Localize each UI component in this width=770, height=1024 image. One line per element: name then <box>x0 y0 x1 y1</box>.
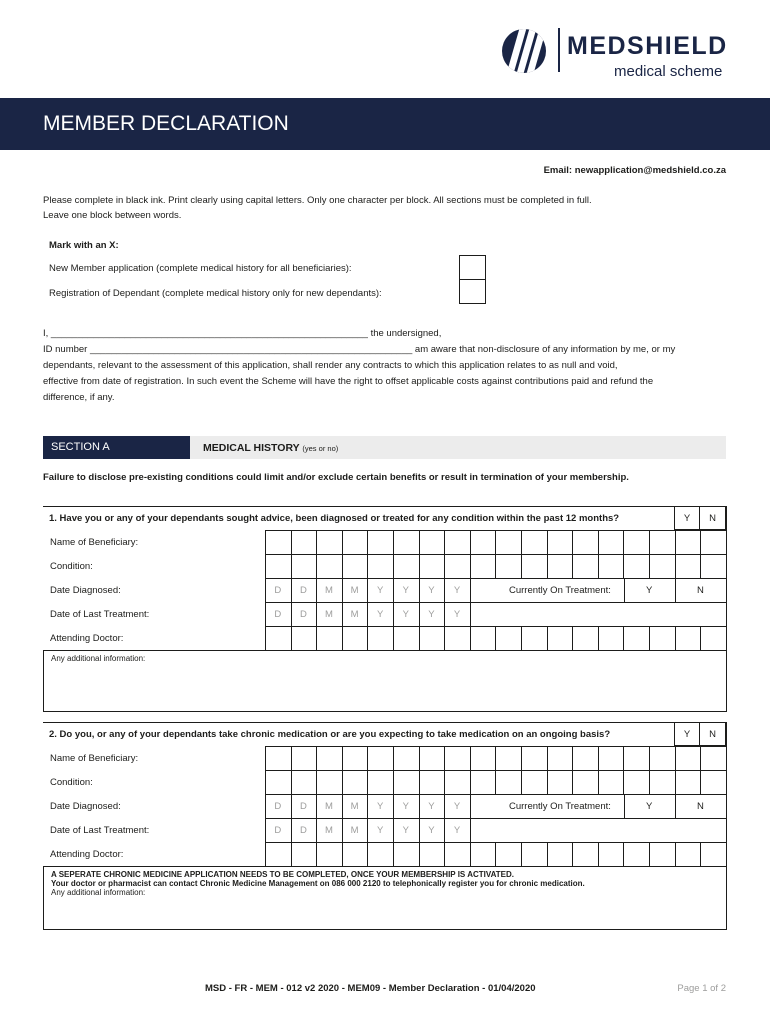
q1-cell-divider <box>419 554 420 578</box>
q2-cell-divider <box>649 770 650 794</box>
q1-date-placeholder[interactable]: M <box>325 585 333 596</box>
new-member-checkbox[interactable] <box>459 255 486 280</box>
q1-date-placeholder[interactable]: M <box>350 609 359 620</box>
q2-date-placeholder[interactable]: Y <box>402 825 409 836</box>
q1-date-placeholder[interactable]: Y <box>377 609 384 620</box>
q2-cell-divider <box>291 842 292 866</box>
q1-cell-divider <box>547 626 548 650</box>
section-label: SECTION A <box>43 436 190 459</box>
instructions-line-2: Leave one block between words. <box>43 210 182 221</box>
q1-date-placeholder[interactable]: D <box>299 609 307 620</box>
q2-treatment-yes[interactable]: Y <box>646 801 653 812</box>
q1-cell-divider <box>367 626 368 650</box>
q1-no-box[interactable]: N <box>699 506 726 530</box>
q1-cell-divider <box>291 626 292 650</box>
q2-cell-divider <box>598 770 599 794</box>
q2-cell-divider <box>547 770 548 794</box>
q2-cell-divider <box>265 746 266 770</box>
q2-cell-divider <box>649 842 650 866</box>
q1-date-placeholder[interactable]: M <box>325 609 333 620</box>
q2-attending-doctor-label: Attending Doctor: <box>50 849 124 860</box>
q2-cell-divider <box>495 746 496 770</box>
declaration-id-line[interactable]: ID number _____________________________________________________________ am aware that non-disclosure of any information by me, or my <box>43 344 676 355</box>
q2-cell-divider <box>675 746 676 770</box>
q2-treatment-divider <box>675 794 676 818</box>
q2-yes-box[interactable]: Y <box>674 722 700 746</box>
q2-additional-info-box[interactable] <box>43 866 727 930</box>
q1-cell-divider <box>572 626 573 650</box>
q2-cell-divider <box>470 770 471 794</box>
q2-cell-divider <box>367 770 368 794</box>
q2-beneficiary-label: Name of Beneficiary: <box>50 753 139 764</box>
q2-date-placeholder[interactable]: Y <box>377 825 384 836</box>
q1-date-placeholder[interactable]: D <box>299 585 307 596</box>
q2-cell-divider <box>700 746 701 770</box>
q1-cell-divider <box>419 530 420 554</box>
q1-cell-divider <box>623 554 624 578</box>
q1-cell-divider <box>444 626 445 650</box>
q1-cell-divider <box>291 554 292 578</box>
q2-cell-divider <box>547 746 548 770</box>
q2-cell-divider <box>342 842 343 866</box>
q2-date-placeholder[interactable]: Y <box>377 801 384 812</box>
q1-cell-divider <box>572 530 573 554</box>
q2-cell-divider <box>367 746 368 770</box>
q2-cell-divider <box>291 746 292 770</box>
q2-date-cell-end <box>470 794 471 818</box>
question-top-rule <box>43 506 726 507</box>
q2-cell-divider <box>623 770 624 794</box>
q2-date-placeholder[interactable]: M <box>350 825 359 836</box>
disclosure-warning: Failure to disclose pre-existing conditions could limit and/or exclude certain benefits or result in termination of your membership. <box>43 472 629 483</box>
q1-cell-divider <box>291 530 292 554</box>
q2-cell-divider <box>521 746 522 770</box>
q2-cell-divider <box>700 842 701 866</box>
q1-treatment-label: Currently On Treatment: <box>509 585 611 596</box>
q2-date-placeholder[interactable]: Y <box>453 801 461 812</box>
q1-cell-divider <box>470 554 471 578</box>
q2-date-placeholder[interactable]: Y <box>402 801 409 812</box>
q1-cell-divider <box>367 530 368 554</box>
declaration-text-5: difference, if any. <box>43 392 115 403</box>
q2-cell-divider <box>265 770 266 794</box>
medshield-logo-icon <box>502 29 546 73</box>
q1-last-treatment-label: Date of Last Treatment: <box>50 609 150 620</box>
q1-cell-divider <box>444 530 445 554</box>
q2-cell-divider <box>393 746 394 770</box>
q2-cell-divider <box>316 770 317 794</box>
instructions-line-1: Please complete in black ink. Print clearly using capital letters. Only one character per block. All sections must be completed in full. <box>43 195 592 206</box>
q1-cell-divider <box>623 530 624 554</box>
q1-cell-divider <box>367 554 368 578</box>
q1-cell-divider <box>598 626 599 650</box>
logo-divider <box>558 28 560 72</box>
q1-treatment-no[interactable]: N <box>697 585 704 596</box>
q2-cell-divider <box>623 746 624 770</box>
q1-additional-info-box[interactable] <box>43 650 727 712</box>
q2-date-placeholder[interactable]: M <box>350 801 359 812</box>
q1-cell-divider <box>598 554 599 578</box>
q2-cell-divider <box>419 842 420 866</box>
page-number: Page 1 of 2 <box>677 983 726 994</box>
q2-date-placeholder[interactable]: D <box>274 801 282 812</box>
q2-cell-divider <box>675 842 676 866</box>
q2-cell-divider <box>700 770 701 794</box>
q1-cell-divider <box>700 530 701 554</box>
q2-cell-divider <box>675 770 676 794</box>
q1-cell-divider <box>598 530 599 554</box>
q2-cell-divider <box>342 770 343 794</box>
q2-cell-divider <box>316 746 317 770</box>
q2-cell-divider <box>470 842 471 866</box>
q1-date-end <box>470 602 471 626</box>
q2-date-placeholder[interactable]: M <box>325 825 333 836</box>
q2-chronic-note: A SEPERATE CHRONIC MEDICINE APPLICATION NEEDS TO BE COMPLETED, ONCE YOUR MEMBERSHIP IS ACTIVATED. <box>51 870 515 879</box>
q2-cell-divider <box>393 770 394 794</box>
q1-cell-divider <box>393 530 394 554</box>
q2-additional-label: Any additional information: <box>51 888 146 897</box>
q1-cell-divider <box>675 626 676 650</box>
q1-treatment-divider <box>624 578 625 602</box>
contact-email: Email: newapplication@medshield.co.za <box>543 165 726 176</box>
q2-treatment-divider <box>624 794 625 818</box>
q2-cell-divider <box>419 770 420 794</box>
brand-name: MEDSHIELD <box>567 32 728 60</box>
q1-cell-divider <box>495 530 496 554</box>
q2-cell-divider <box>470 746 471 770</box>
q1-beneficiary-label: Name of Beneficiary: <box>50 537 139 548</box>
q2-cell-divider <box>572 842 573 866</box>
q1-cell-divider <box>495 554 496 578</box>
declaration-name-line[interactable]: I, ____________________________________________________________ the undersigned, <box>43 328 442 339</box>
q1-cell-divider <box>495 626 496 650</box>
q1-cell-divider <box>572 554 573 578</box>
dependant-checkbox[interactable] <box>459 279 486 304</box>
q2-cell-divider <box>291 770 292 794</box>
brand-subtitle: medical scheme <box>614 63 723 80</box>
q2-cell-divider <box>342 746 343 770</box>
q2-date-diagnosed-label: Date Diagnosed: <box>50 801 121 812</box>
q1-question-text: 1. Have you or any of your dependants sought advice, been diagnosed or treated for any condition within the past 12 months? <box>49 513 620 524</box>
q1-cell-divider <box>316 530 317 554</box>
q2-cell-divider <box>265 842 266 866</box>
q2-cell-divider <box>572 770 573 794</box>
declaration-text-4: effective from date of registration. In such event the Scheme will have the right to offset applicable costs against contributions paid and refund the <box>43 376 654 387</box>
q2-cell-divider <box>547 842 548 866</box>
q1-cell-divider <box>265 554 266 578</box>
q1-cell-divider <box>393 626 394 650</box>
page-title: MEMBER DECLARATION <box>43 112 289 135</box>
form-reference: MSD - FR - MEM - 012 v2 2020 - MEM09 - Member Declaration - 01/04/2020 <box>205 983 536 994</box>
q2-question-text: 2. Do you, or any of your dependants take chronic medication or are you expecting to take medication on an ongoing basis? <box>49 729 611 740</box>
q1-cell-divider <box>649 626 650 650</box>
q1-yes-box[interactable]: Y <box>674 506 700 530</box>
q2-date-placeholder[interactable]: Y <box>428 825 435 836</box>
q2-cell-divider <box>572 746 573 770</box>
q2-cell-divider <box>598 746 599 770</box>
q1-date-placeholder[interactable]: Y <box>402 609 409 620</box>
q2-cell-divider <box>444 770 445 794</box>
q2-cell-divider <box>623 842 624 866</box>
mark-heading: Mark with an X: <box>49 240 119 251</box>
q2-cell-divider <box>521 842 522 866</box>
q1-treatment-divider <box>675 578 676 602</box>
q1-attending-doctor-label: Attending Doctor: <box>50 633 124 644</box>
q2-cell-divider <box>393 842 394 866</box>
q2-cell-divider <box>419 746 420 770</box>
q2-cell-divider <box>495 842 496 866</box>
q1-treatment-yes[interactable]: Y <box>646 585 653 596</box>
q1-cell-divider <box>649 530 650 554</box>
section-title-note: (yes or no) <box>302 444 339 453</box>
q1-date-placeholder[interactable]: Y <box>453 585 461 596</box>
q2-right-border <box>726 722 727 866</box>
q2-cell-divider <box>521 770 522 794</box>
q1-cell-divider <box>393 554 394 578</box>
q1-date-cell-end <box>470 578 471 602</box>
q1-date-placeholder[interactable]: Y <box>453 609 461 620</box>
q1-condition-label: Condition: <box>50 561 93 572</box>
q2-date-placeholder[interactable]: D <box>299 825 307 836</box>
q1-cell-divider <box>547 554 548 578</box>
q1-cell-divider <box>265 530 266 554</box>
q1-cell-divider <box>342 530 343 554</box>
q2-condition-label: Condition: <box>50 777 93 788</box>
q1-cell-divider <box>265 626 266 650</box>
q2-date-placeholder[interactable]: Y <box>453 825 461 836</box>
q1-row-rule <box>265 578 726 579</box>
q2-cell-divider <box>598 842 599 866</box>
q2-cell-divider <box>444 746 445 770</box>
q2-date-placeholder[interactable]: D <box>274 825 282 836</box>
q1-date-placeholder[interactable]: M <box>350 585 359 596</box>
q2-date-placeholder[interactable]: D <box>299 801 307 812</box>
declaration-text-3: dependants, relevant to the assessment of this application, shall render any contracts to which this application relates to as null and void, <box>43 360 618 371</box>
q1-date-placeholder[interactable]: Y <box>402 585 409 596</box>
q1-cell-divider <box>547 530 548 554</box>
section-title-text: MEDICAL HISTORY <box>203 442 300 454</box>
section-a-header <box>43 436 726 459</box>
q2-treatment-label: Currently On Treatment: <box>509 801 611 812</box>
q1-cell-divider <box>342 626 343 650</box>
q2-treatment-no[interactable]: N <box>697 801 704 812</box>
q1-date-placeholder[interactable]: Y <box>428 585 435 596</box>
q2-cell-divider <box>316 842 317 866</box>
section-title <box>203 442 338 454</box>
q2-date-end <box>470 818 471 842</box>
q1-cell-divider <box>675 530 676 554</box>
q1-date-placeholder[interactable]: D <box>274 585 282 596</box>
q2-chronic-contact: Your doctor or pharmacist can contact Chronic Medicine Management on 086 000 2120 to telephonically register you for chronic medication. <box>51 879 585 888</box>
q1-date-diagnosed-label: Date Diagnosed: <box>50 585 121 596</box>
q1-cell-divider <box>521 554 522 578</box>
q1-cell-divider <box>521 626 522 650</box>
q1-date-placeholder[interactable]: D <box>274 609 282 620</box>
title-banner <box>0 98 770 150</box>
q1-right-border <box>726 506 727 650</box>
option-new-member-label: New Member application (complete medical history for all beneficiaries): <box>49 263 352 274</box>
q1-cell-divider <box>649 554 650 578</box>
q1-cell-divider <box>316 554 317 578</box>
q1-cell-divider <box>675 554 676 578</box>
q1-date-placeholder[interactable]: Y <box>377 585 384 596</box>
q2-date-placeholder[interactable]: M <box>325 801 333 812</box>
q1-date-placeholder[interactable]: Y <box>428 609 435 620</box>
q1-additional-label: Any additional information: <box>51 654 146 663</box>
q2-cell-divider <box>367 842 368 866</box>
q1-cell-divider <box>521 530 522 554</box>
option-dependant-label: Registration of Dependant (complete medical history only for new dependants): <box>49 288 382 299</box>
q2-cell-divider <box>649 746 650 770</box>
q1-cell-divider <box>700 626 701 650</box>
q1-cell-divider <box>419 626 420 650</box>
question-top-rule <box>43 722 726 723</box>
q1-cell-divider <box>470 530 471 554</box>
q2-no-box[interactable]: N <box>699 722 726 746</box>
q1-cell-divider <box>470 626 471 650</box>
q2-cell-divider <box>495 770 496 794</box>
q1-cell-divider <box>444 554 445 578</box>
q1-row-rule <box>265 602 726 603</box>
q2-date-placeholder[interactable]: Y <box>428 801 435 812</box>
q2-row-rule <box>265 818 726 819</box>
q1-cell-divider <box>623 626 624 650</box>
q1-cell-divider <box>316 626 317 650</box>
q2-last-treatment-label: Date of Last Treatment: <box>50 825 150 836</box>
q2-row-rule <box>265 794 726 795</box>
q2-cell-divider <box>444 842 445 866</box>
q1-cell-divider <box>342 554 343 578</box>
q1-cell-divider <box>700 554 701 578</box>
